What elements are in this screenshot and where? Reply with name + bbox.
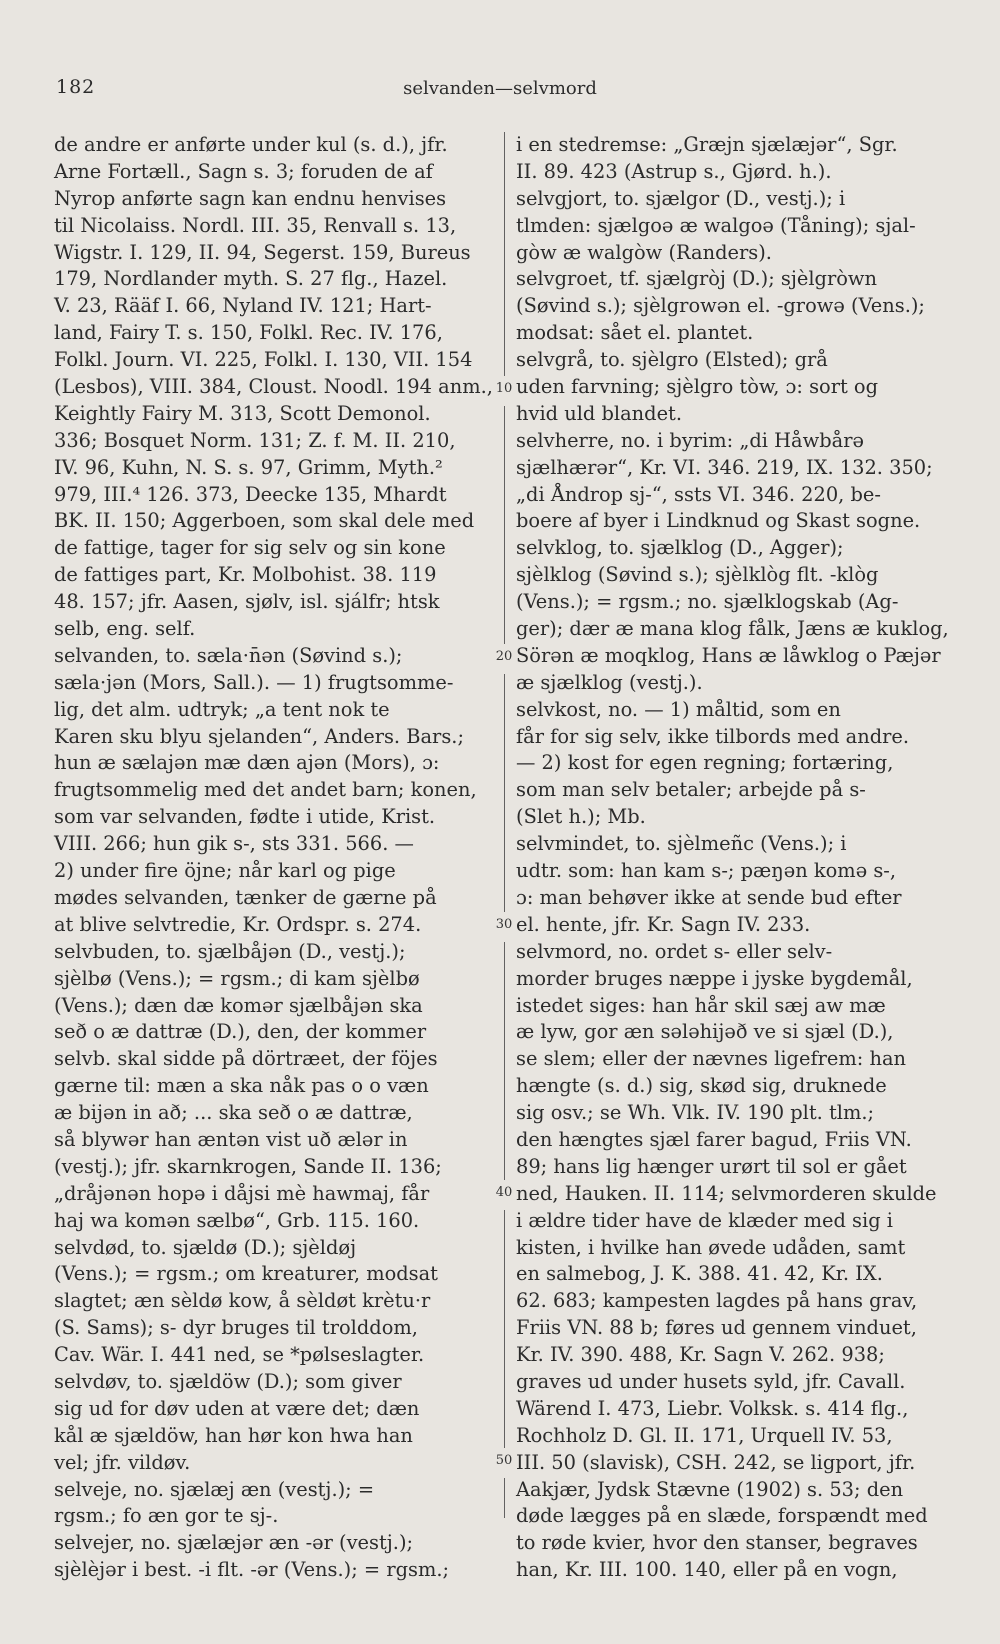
text-line: seð o æ dattræ (D.), den, der kommer xyxy=(54,1020,427,1044)
text-line: selvanden, to. sæla·n̄ən (Søvind s.); xyxy=(54,643,403,667)
text-line: selvklog, to. sjælklog (D., Agger); xyxy=(516,536,844,560)
text-line: (Vens.); = rgsm.; no. sjælklogskab (Ag- xyxy=(516,590,899,614)
text-line: udtr. som: han kam s-; pæŋən komə s-, xyxy=(516,859,897,883)
column-divider xyxy=(504,132,505,1518)
text-line: selveje, no. sjælæj æn (vestj.); = xyxy=(54,1477,375,1501)
text-line: (vestj.); jfr. skarnkrogen, Sande II. 136; xyxy=(54,1154,442,1178)
text-line: 336; Bosquet Norm. 131; Z. f. M. II. 210, xyxy=(54,428,456,452)
text-line: 62. 683; kampesten lagdes på hans grav, xyxy=(516,1289,918,1313)
text-line: en salmebog, J. K. 388. 41. 42, Kr. IX. xyxy=(516,1262,883,1286)
text-line: æ sjælklog (vestj.). xyxy=(516,670,703,694)
text-line: VIII. 266; hun gik s-, sts 331. 566. — xyxy=(54,832,414,856)
text-line: rgsm.; fo æn gor te sj-. xyxy=(54,1504,279,1528)
text-line: at blive selvtredie, Kr. Ordspr. s. 274. xyxy=(54,912,422,936)
text-line: selvmindet, to. sjèlmeñc (Vens.); i xyxy=(516,832,847,856)
text-line: graves ud under husets syld, jfr. Cavall. xyxy=(516,1369,906,1393)
text-line: selb, eng. self. xyxy=(54,617,196,641)
text-line: ned, Hauken. II. 114; selvmorderen skulde xyxy=(516,1181,937,1205)
text-line: boere af byer i Lindknud og Skast sogne. xyxy=(516,509,921,533)
text-line: tlmden: sjælgoə æ walgoə (Tåning); sjal- xyxy=(516,213,916,237)
text-line: BK. II. 150; Aggerboen, som skal dele med xyxy=(54,509,475,533)
page-number: 182 xyxy=(56,76,96,98)
text-line: (Søvind s.); sjèlgrowən el. -growə (Vens.); xyxy=(516,294,925,318)
text-line: gærne til: mæn a ska nåk pas o o væn xyxy=(54,1074,429,1098)
text-line: i ældre tider have de klæder med sig i xyxy=(516,1208,893,1232)
text-line: æ bijən in að; ... ska seð o æ dattræ, xyxy=(54,1101,413,1125)
text-line: (Vens.); dæn dæ komər sjælbåjən ska xyxy=(54,993,423,1017)
text-line: uden farvning; sjèlgro tòw, ɔ: sort og xyxy=(516,375,879,399)
text-line: V. 23, Rääf I. 66, Nyland IV. 121; Hart- xyxy=(54,294,432,318)
text-line: sjèlèjər i best. -i flt. -ər (Vens.); = rgsm.; xyxy=(54,1558,450,1582)
text-line: (Lesbos), VIII. 384, Cloust. Noodl. 194 anm., xyxy=(54,375,493,399)
text-line: sjælhærər“, Kr. VI. 346. 219, IX. 132. 350; xyxy=(516,455,933,479)
text-line: de andre er anførte under kul (s. d.), jfr. xyxy=(54,133,448,156)
text-line: sjèlklog (Søvind s.); sjèlklòg flt. -klòg xyxy=(516,563,879,587)
text-line: i en stedremse: „Græjn sjælæjər“, Sgr. xyxy=(516,133,898,156)
text-line: Keightly Fairy M. 313, Scott Demonol. xyxy=(54,401,431,425)
text-line: III. 50 (slavisk), CSH. 242, se ligport, jfr. xyxy=(516,1450,916,1474)
text-line: Friis VN. 88 b; føres ud gennem vinduet, xyxy=(516,1316,917,1340)
text-line: to røde kvier, hvor den stanser, begraves xyxy=(516,1531,918,1555)
line-number-50: 50 xyxy=(495,1453,513,1468)
text-line: selvgjort, to. sjælgor (D., vestj.); i xyxy=(516,186,846,210)
text-line: morder bruges næppe i jyske bygdemål, xyxy=(516,966,913,990)
text-line: sig ud for døv uden at være det; dæn xyxy=(54,1396,420,1420)
text-line: døde lægges på en slæde, forspændt med xyxy=(516,1504,928,1528)
line-number-40: 40 xyxy=(495,1185,513,1200)
text-line: hun æ sælajən mæ dæn ajən (Mors), ɔ: xyxy=(54,751,440,775)
text-line: kisten, i hvilke han øvede udåden, samt xyxy=(516,1235,906,1259)
text-line: sig osv.; se Wh. Vlk. IV. 190 plt. tlm.; xyxy=(516,1101,875,1125)
text-line: frugtsommelig med det andet barn; konen, xyxy=(54,778,477,802)
text-line: selvdød, to. sjældø (D.); sjèldøj xyxy=(54,1235,357,1259)
text-line: selvkost, no. — 1) måltid, som en xyxy=(516,697,841,721)
text-line: så blywər han æntən vist uð ælər in xyxy=(54,1127,408,1151)
text-line: kål æ sjældöw, han hør kon hwa han xyxy=(54,1423,413,1447)
text-line: (Vens.); = rgsm.; om kreaturer, modsat xyxy=(54,1262,438,1286)
text-line: selvbuden, to. sjælbåjən (D., vestj.); xyxy=(54,939,406,963)
text-line: hvid uld blandet. xyxy=(516,401,682,425)
text-line: selvherre, no. i byrim: „di Håwbårə xyxy=(516,428,864,452)
text-line: selvmord, no. ordet s- eller selv- xyxy=(516,939,833,963)
line-number-10: 10 xyxy=(495,381,513,396)
text-line: selvb. skal sidde på dörtræet, der föjes xyxy=(54,1047,438,1071)
text-line: se slem; eller der nævnes ligefrem: han xyxy=(516,1047,906,1071)
text-line: II. 89. 423 (Astrup s., Gjørd. h.). xyxy=(516,159,832,183)
text-line: ger); dær æ mana klog fålk, Jæns æ kuklog, xyxy=(516,617,949,641)
text-line: mødes selvanden, tænker de gærne på xyxy=(54,885,437,909)
text-line: vel; jfr. vildøv. xyxy=(54,1450,191,1474)
text-line: el. hente, jfr. Kr. Sagn IV. 233. xyxy=(516,912,811,936)
line-number-30: 30 xyxy=(495,917,513,932)
text-line: til Nicolaiss. Nordl. III. 35, Renvall s. 13, xyxy=(54,213,457,237)
text-line: han, Kr. III. 100. 140, eller på en vogn, xyxy=(516,1558,898,1582)
text-line: 2) under fire öjne; når karl og pige xyxy=(54,859,396,883)
text-line: Rochholz D. Gl. II. 171, Urquell IV. 53, xyxy=(516,1423,893,1447)
text-line: Karen sku blyu sjelanden“, Anders. Bars.; xyxy=(54,724,464,748)
text-line: (S. Sams); s- dyr bruges til trolddom, xyxy=(54,1316,418,1340)
text-line: som var selvanden, fødte i utide, Krist. xyxy=(54,805,436,829)
left-column xyxy=(54,132,494,1584)
page-header xyxy=(0,76,1000,106)
text-line: Cav. Wär. I. 441 ned, se *pølseslagter. xyxy=(54,1343,425,1367)
text-line: hængte (s. d.) sig, skød sig, druknede xyxy=(516,1074,887,1098)
text-line: Arne Fortæll., Sagn s. 3; foruden de af xyxy=(54,159,433,183)
text-line: „di Åndrop sj-“, ssts VI. 346. 220, be- xyxy=(516,482,881,506)
text-line: sjèlbø (Vens.); = rgsm.; di kam sjèlbø xyxy=(54,966,420,990)
text-line: Folkl. Journ. VI. 225, Folkl. I. 130, VII. 154 xyxy=(54,348,473,372)
text-line: „dråjənən hopə i dåjsi mè hawmaj, får xyxy=(54,1181,430,1205)
text-line: 179, Nordlander myth. S. 27 flg., Hazel. xyxy=(54,267,448,291)
line-number-20: 20 xyxy=(495,649,513,664)
text-line: selvgrå, to. sjèlgro (Elsted); grå xyxy=(516,348,828,372)
text-line: Nyrop anførte sagn kan endnu henvises xyxy=(54,186,447,210)
running-head: selvanden—selvmord xyxy=(403,78,597,99)
text-line: Sörən æ moqklog, Hans æ låwklog o Pæjər xyxy=(516,643,941,667)
text-line: får for sig selv, ikke tilbords med andre. xyxy=(516,724,910,748)
text-line: 48. 157; jfr. Aasen, sjølv, isl. sjálfr; htsk xyxy=(54,590,440,614)
text-line: Aakjær, Jydsk Stævne (1902) s. 53; den xyxy=(516,1477,904,1501)
text-line: Wärend I. 473, Liebr. Volksk. s. 414 flg., xyxy=(516,1396,909,1420)
text-line: 89; hans lig hænger urørt til sol er gået xyxy=(516,1154,907,1178)
text-line: Wigstr. I. 129, II. 94, Segerst. 159, Bureus xyxy=(54,240,471,264)
text-line: slagtet; æn sèldø kow, å sèldøt krètu·r xyxy=(54,1289,431,1313)
text-line: selvejer, no. sjælæjər æn -ər (vestj.); xyxy=(54,1531,414,1555)
text-line: 979, III.⁴ 126. 373, Deecke 135, Mhardt xyxy=(54,482,447,506)
text-line: ɔ: man behøver ikke at sende bud efter xyxy=(516,885,902,909)
text-line: selvdøv, to. sjældöw (D.); som giver xyxy=(54,1369,402,1393)
text-line: de fattige, tager for sig selv og sin kone xyxy=(54,536,446,560)
text-line: den hængtes sjæl farer bagud, Friis VN. xyxy=(516,1127,912,1151)
text-line: Kr. IV. 390. 488, Kr. Sagn V. 262. 938; xyxy=(516,1343,885,1367)
text-line: gòw æ walgòw (Randers). xyxy=(516,240,772,264)
text-line: haj wa komən sælbø“, Grb. 115. 160. xyxy=(54,1208,420,1232)
right-column xyxy=(516,132,966,1584)
text-line: lig, det alm. udtryk; „a tent nok te xyxy=(54,697,390,721)
text-line: de fattiges part, Kr. Molbohist. 38. 119 xyxy=(54,563,437,587)
text-line: land, Fairy T. s. 150, Folkl. Rec. IV. 176, xyxy=(54,321,443,345)
text-line: — 2) kost for egen regning; fortæring, xyxy=(516,751,894,775)
text-line: selvgroet, tf. sjælgròj (D.); sjèlgròwn xyxy=(516,267,877,291)
text-line: som man selv betaler; arbejde på s- xyxy=(516,778,866,802)
text-line: modsat: sået el. plantet. xyxy=(516,321,754,345)
text-line: sæla·jən (Mors, Sall.). — 1) frugtsomme- xyxy=(54,670,454,694)
text-line: æ lyw, gor æn sələhijəð ve si sjæl (D.), xyxy=(516,1020,894,1044)
text-line: istedet siges: han hår skil sæj aw mæ xyxy=(516,993,886,1017)
text-line: (Slet h.); Mb. xyxy=(516,805,646,829)
text-line: IV. 96, Kuhn, N. S. s. 97, Grimm, Myth.² xyxy=(54,455,443,479)
